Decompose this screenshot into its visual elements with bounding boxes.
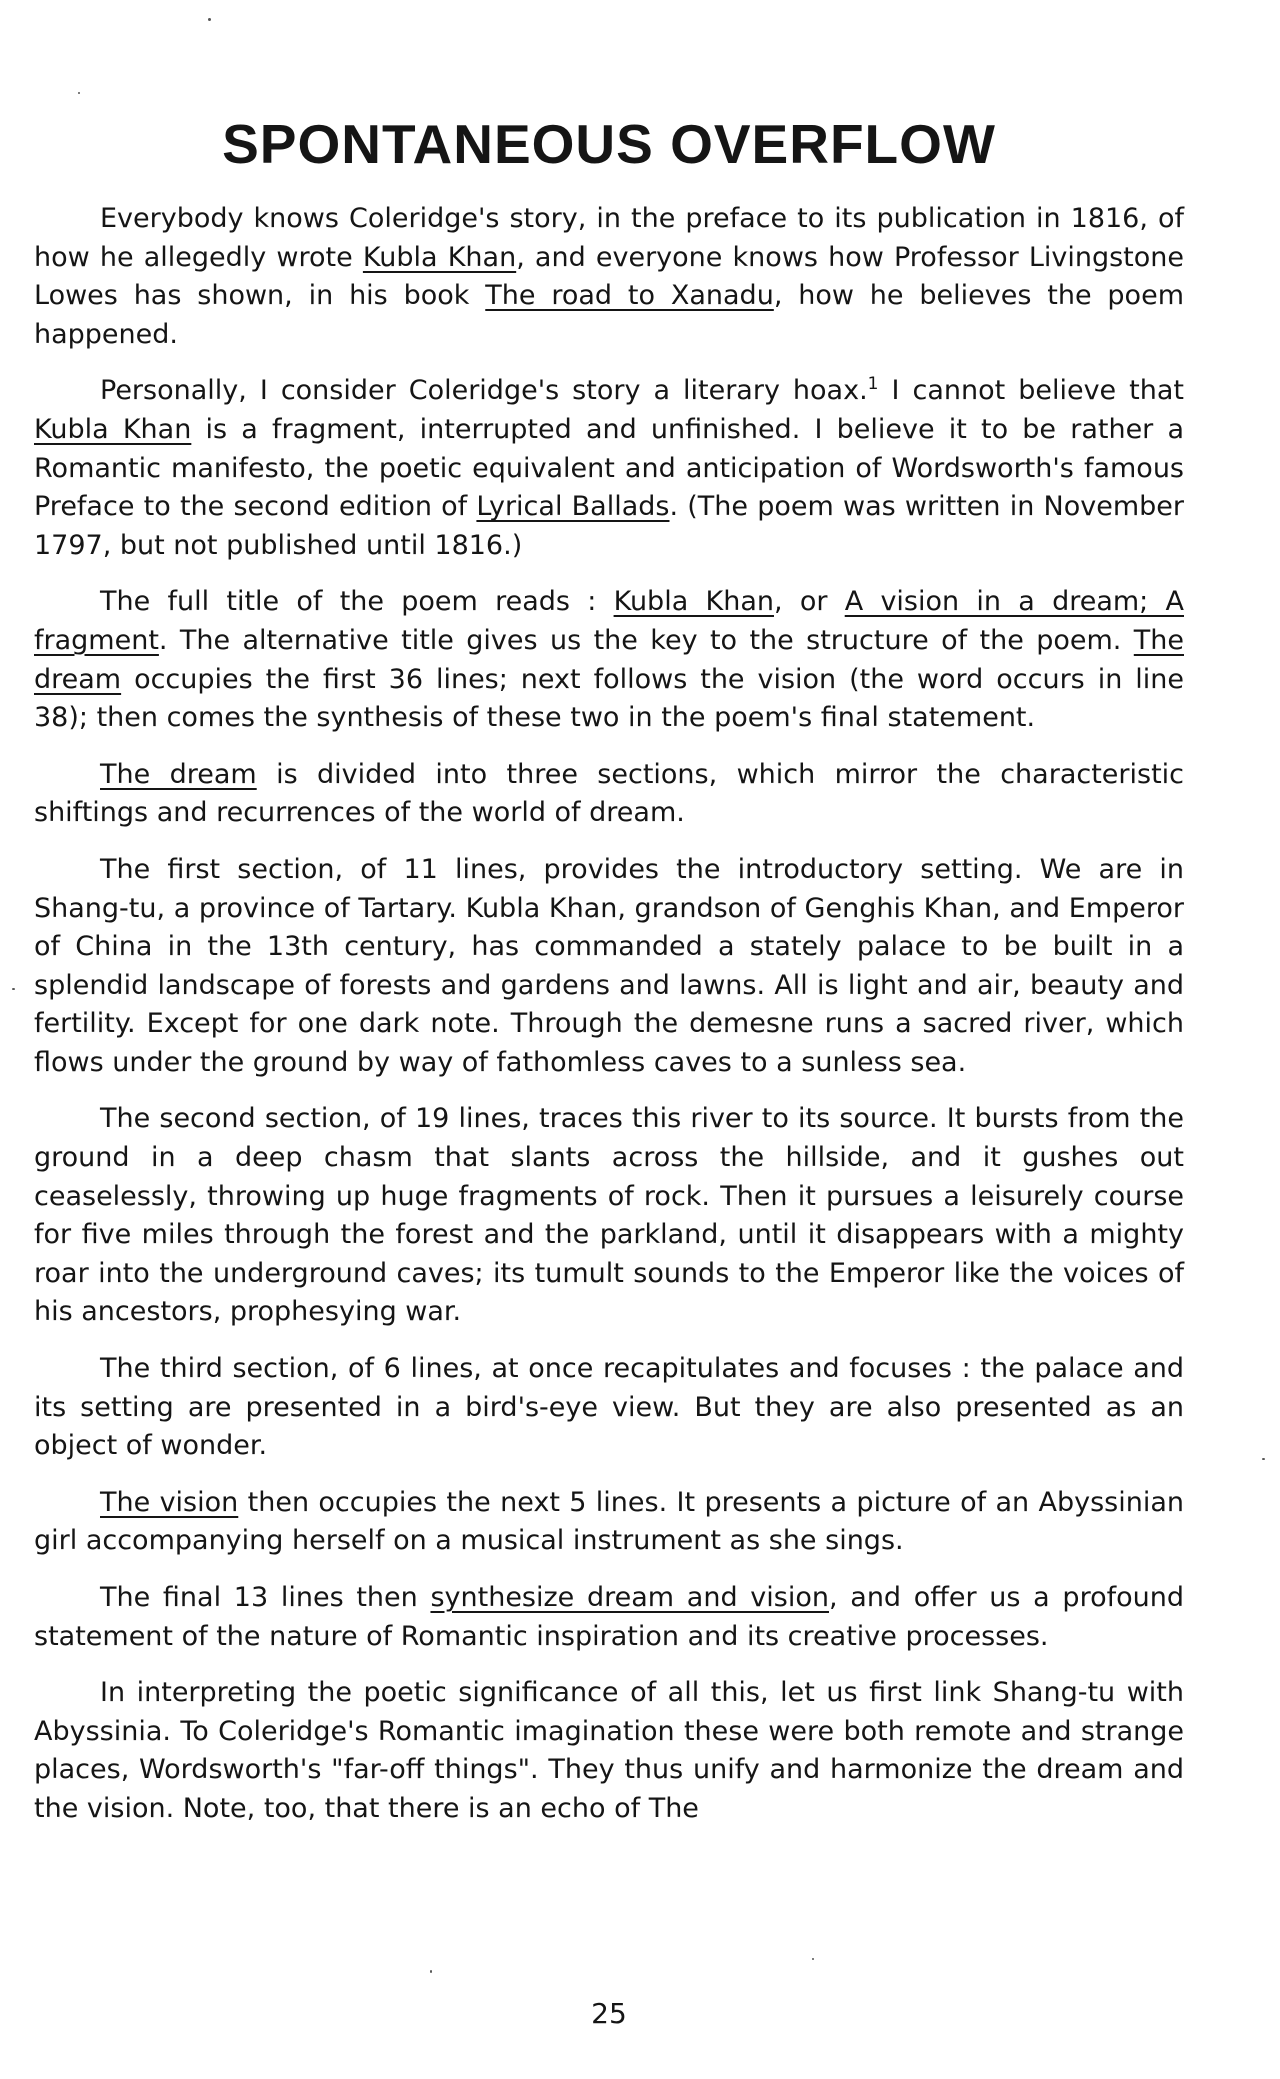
scan-speck xyxy=(1262,1458,1265,1460)
scan-speck xyxy=(430,1970,432,1973)
scan-speck xyxy=(78,92,80,94)
page-title: SPONTANEOUS OVERFLOW xyxy=(222,113,996,175)
text-run: I cannot believe that xyxy=(878,375,1184,407)
scan-speck xyxy=(12,988,15,990)
text-run: . (The poem was written in November 1797, but not published until 1816.) xyxy=(34,491,1184,561)
term-the-dream: The dream xyxy=(34,624,1184,695)
paragraph-8 xyxy=(34,1484,1184,1561)
term-the-dream: The dream xyxy=(100,758,257,790)
text-run: occupies the first 36 lines; next follows the vision (the word occurs in line 38); then comes the synthesis of these two in the poem's final statement. xyxy=(34,663,1184,734)
text-run: is a fragment, interrupted and unfinished. I believe it to be rather a Romantic manifesto, the poetic equivalent and anticipation of Wordsworth's famous Preface to the second edition of xyxy=(34,413,1185,523)
body-text xyxy=(34,200,1184,1847)
text-run: , how he believes the poem happened. xyxy=(34,280,1184,350)
text-run: , and everyone knows how Professor Livingstone Lowes has shown, in his book xyxy=(34,241,1185,312)
title-lyrical-ballads: Lyrical Ballads xyxy=(476,491,670,523)
text-run: then occupies the next 5 lines. It presents a picture of an Abyssinian girl accompanying herself on a musical instrument as she sings. xyxy=(34,1486,1184,1557)
title-vision-in-a-dream: A vision in a dream; A fragment xyxy=(34,586,1184,656)
scan-speck xyxy=(208,18,211,21)
title-road-to-xanadu: The road to Xanadu xyxy=(485,280,774,312)
scan-speck xyxy=(812,1958,814,1960)
text-run: is divided into three sections, which mirror the characteristic shiftings and recurrences of the world of dream. xyxy=(34,758,1185,829)
phrase-synthesize: synthesize dream and vision xyxy=(430,1582,829,1613)
title-kubla-khan: Kubla Khan xyxy=(362,241,517,273)
text-run: . The alternative title gives us the key to the structure of the poem. xyxy=(158,624,1134,656)
title-kubla-khan: Kubla Khan xyxy=(34,413,192,445)
title-kubla-khan: Kubla Khan xyxy=(613,586,774,618)
paragraph-3 xyxy=(34,583,1184,737)
text-run: , and offer us a profound statement of the nature of Romantic inspiration and its creative processes. xyxy=(34,1582,1184,1652)
paragraph-9 xyxy=(34,1579,1184,1656)
text-run: The full title of the poem reads : xyxy=(100,586,614,618)
text-run: , or xyxy=(773,586,845,618)
paragraph-6: The second section, of 19 lines, traces this river to its source. It bursts from the ground in a deep chasm that slants across the hillside, and it gushes out ceaselessly, throwing up huge fragments of rock. Then it pursues a leisurely course for five miles through the forest and the parkland, until it disappears with a mighty roar into the underground caves; its tumult sounds to the Emperor like the voices of his ancestors, prophesying war. xyxy=(34,1103,1184,1328)
page-number: 25 xyxy=(591,1997,627,2030)
footnote-marker: 1 xyxy=(867,374,879,395)
paragraph-2 xyxy=(34,372,1184,565)
text-run: Personally, I consider Coleridge's story a literary hoax. xyxy=(100,375,868,407)
paragraph-5: The first section, of 11 lines, provides the introductory setting. We are in Shang-tu, a province of Tartary. Kubla Khan, grandson of Genghis Khan, and Emperor of China in the 13th century, has commanded a stately palace to be built in a splendid landscape of forests and gardens and lawns. All is light and air, beauty and fertility. Except for one dark note. Through the demesne runs a sacred river, which flows under the ground by way of fathomless caves to a sunless sea. xyxy=(34,853,1184,1078)
paragraph-10: In interpreting the poetic significance of all this, let us first link Shang-tu with Abyssinia. To Coleridge's Romantic imagination these were both remote and strange places, Wordsworth's "far-off things". They thus unify and harmonize the dream and the vision. Note, too, that there is an echo of The xyxy=(34,1677,1184,1824)
paragraph-4 xyxy=(34,756,1184,833)
paragraph-1 xyxy=(34,200,1184,354)
text-run: Everybody knows Coleridge's story, in the preface to its publication in 1816, of how he allegedly wrote xyxy=(34,203,1184,273)
paragraph-7: The third section, of 6 lines, at once recapitulates and focuses : the palace and its setting are presented in a bird's-eye view. But they are also presented as an object of wonder. xyxy=(34,1353,1184,1462)
text-run: The final 13 lines then xyxy=(100,1582,431,1613)
term-the-vision: The vision xyxy=(100,1486,239,1518)
